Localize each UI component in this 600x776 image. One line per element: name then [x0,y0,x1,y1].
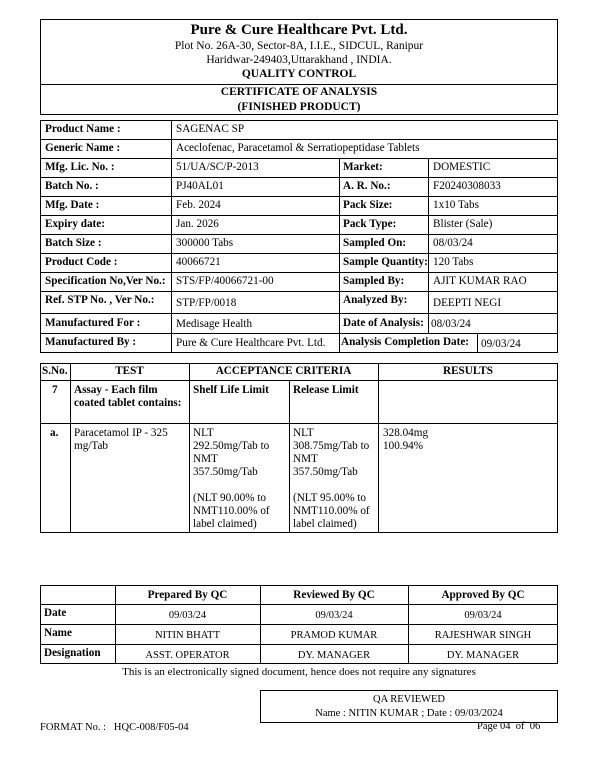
manufactured-by-label: Manufactured By : [45,336,137,348]
address-line-2: Haridwar-249403,Uttarakhand , INDIA. [206,54,392,66]
name-row-label: Name [44,627,72,639]
sno-header: S.No. [42,365,68,377]
sampled-on-label: Sampled On: [343,237,407,249]
prepared-date: 09/03/24 [168,610,207,621]
mfg-date-label: Mfg. Date : [45,199,100,211]
ref-stp-value: STP/FP/0018 [176,297,237,309]
sampled-by-value: AJIT KUMAR RAO [433,275,527,287]
batch-no-value: PJ40AL01 [176,180,224,192]
market-value: DOMESTIC [433,161,491,173]
pack-type-value: Blister (Sale) [433,218,493,230]
shelf-life-header: Shelf Life Limit [193,384,269,396]
generic-name-label: Generic Name : [45,142,121,154]
prepared-designation: ASST. OPERATOR [145,650,230,661]
sample-qty-label: Sample Quantity: [343,256,428,268]
manufactured-by-value: Pure & Cure Healthcare Pvt. Ltd. [176,337,326,349]
date-of-analysis-value: 08/03/24 [431,318,471,330]
analysis-completion-value: 09/03/24 [481,338,521,350]
analyzed-by-value: DEEPTI NEGI [433,297,502,309]
batch-no-label: Batch No. : [45,180,99,192]
ref-stp-label: Ref. STP No. , Ver No.: [45,294,155,306]
release-line-3: NMT [293,453,318,465]
row7-sno: 7 [52,384,58,396]
row7-test: Assay - Each film coated tablet contains: [74,384,182,409]
release-line-1: NLT [293,427,314,439]
reviewed-by-header: Reviewed By QC [293,589,375,601]
mfg-lic-label: Mfg. Lic. No. : [45,161,115,173]
analysis-completion-label: Analysis Completion Date: [341,336,470,348]
sampled-on-value: 08/03/24 [433,237,473,249]
row-a-sno: a. [50,427,59,439]
approved-by-header: Approved By QC [441,589,525,601]
department: QUALITY CONTROL [241,68,357,80]
batch-size-value: 300000 Tabs [176,237,234,249]
reviewed-designation: DY. MANAGER [297,650,371,661]
designation-row-label: Designation [44,647,101,659]
prepared-name: NITIN BHATT [154,630,221,641]
electronic-signature-note: This is an electronically signed document, hence does not require any signatures [122,666,476,678]
release-line-5: (NLT 95.00% to [293,492,367,504]
acceptance-criteria-header: ACCEPTANCE CRITERIA [215,365,352,377]
date-row-label: Date [44,607,67,619]
reviewed-date: 09/03/24 [315,610,353,621]
shelf-line-3: NMT [193,453,218,465]
release-line-6: NMT110.00% of [293,505,370,517]
product-code-label: Product Code : [45,256,118,268]
pack-size-label: Pack Size: [343,199,393,211]
batch-size-label: Batch Size : [45,237,102,249]
generic-name-value: Aceclofenac, Paracetamol & Serratiopeptidase Tablets [176,142,420,154]
approved-designation: DY. MANAGER [446,650,520,661]
release-limit-header: Release Limit [293,384,359,396]
shelf-line-5: (NLT 90.00% to [193,492,267,504]
product-code-value: 40066721 [176,256,221,268]
sampled-by-label: Sampled By: [343,275,405,287]
test-header: TEST [115,365,144,377]
mfg-lic-value: 51/UA/SC/P-2013 [176,161,259,173]
pack-size-value: 1x10 Tabs [433,199,479,211]
manufactured-for-label: Manufactured For : [45,317,141,329]
analyzed-by-label: Analyzed By: [343,294,408,306]
result-line-1: 328.04mg [383,427,429,439]
release-line-7: label claimed) [293,518,357,530]
document-title: CERTIFICATE OF ANALYSIS [220,86,378,98]
ar-no-label: A. R. No.: [343,180,391,192]
manufactured-for-value: Medisage Health [176,318,253,330]
pack-type-label: Pack Type: [343,218,397,230]
row-a-test: Paracetamol IP - 325 mg/Tab [74,427,168,452]
qa-reviewed-title: QA REVIEWED [372,694,446,705]
document-subtitle: (FINISHED PRODUCT) [237,101,361,113]
spec-value: STS/FP/40066721-00 [176,275,274,287]
date-of-analysis-label: Date of Analysis: [343,317,424,329]
expiry-label: Expiry date: [45,218,105,230]
shelf-line-6: NMT110.00% of [193,505,270,517]
prepared-by-header: Prepared By QC [147,589,228,601]
format-number: FORMAT No. : HQC-008/F05-04 [40,722,189,733]
qa-reviewed-name: Name : NITIN KUMAR ; Date : 09/03/2024 [315,708,503,719]
spec-label: Specification No,Ver No.: [45,275,166,287]
shelf-line-7: label claimed) [193,518,257,530]
release-line-2: 308.75mg/Tab to [293,440,370,452]
shelf-line-4: 357.50mg/Tab [193,466,258,478]
expiry-value: Jan. 2026 [176,218,219,230]
reviewed-name: PRAMOD KUMAR [290,630,378,641]
product-name-value: SAGENAC SP [176,123,245,135]
page-number: Page 04 of 06 [477,721,541,732]
ar-no-value: F20240308033 [433,180,501,192]
release-line-4: 357.50mg/Tab [293,466,358,478]
approved-name: RAJESHWAR SINGH [434,630,532,641]
company-name: Pure & Cure Healthcare Pvt. Ltd. [190,22,408,38]
approved-date: 09/03/24 [464,610,502,621]
mfg-date-value: Feb. 2024 [176,199,221,211]
sample-qty-value: 120 Tabs [433,256,474,268]
shelf-line-2: 292.50mg/Tab to [193,440,270,452]
shelf-line-1: NLT [193,427,214,439]
market-label: Market: [343,161,383,173]
address-line-1: Plot No. 26A-30, Sector-8A, I.I.E., SIDCUL, Ranipur [174,40,424,52]
product-name-label: Product Name : [45,123,121,135]
result-line-2: 100.94% [383,440,424,452]
results-header: RESULTS [443,365,493,377]
